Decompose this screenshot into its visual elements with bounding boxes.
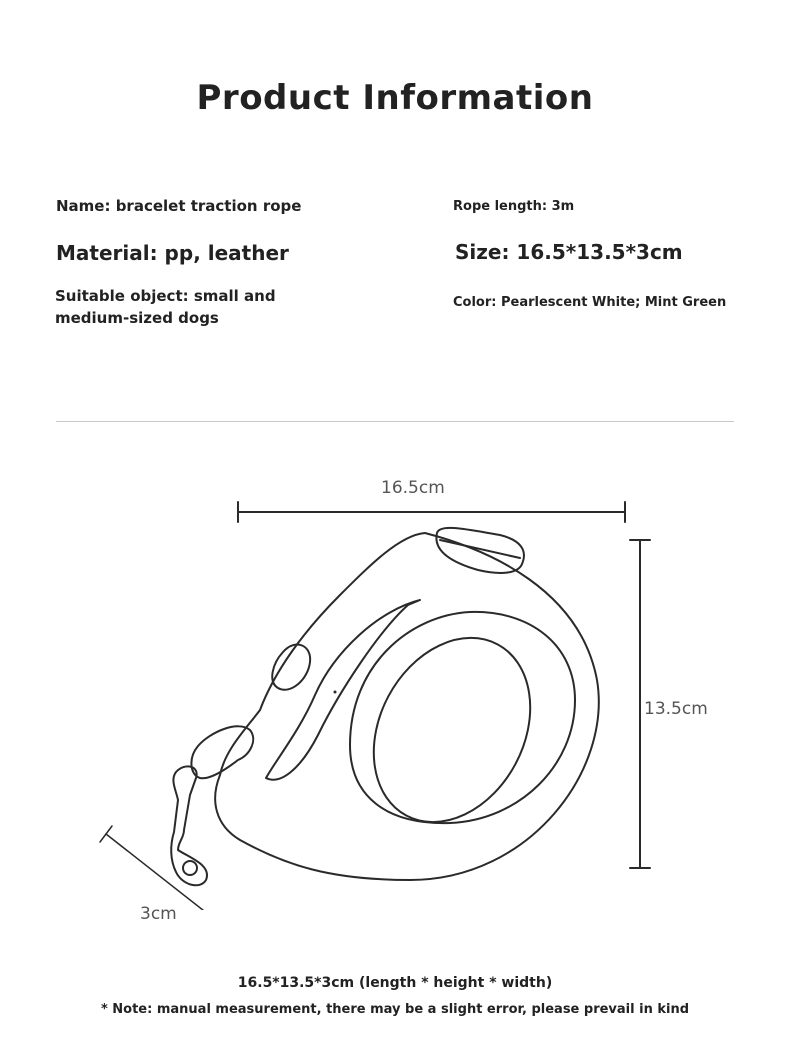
spec-material: Material: pp, leather <box>56 241 289 265</box>
size-caption: 16.5*13.5*3cm (length * height * width) <box>237 975 553 991</box>
depth-dimension-label: 3cm <box>140 904 177 924</box>
spec-suitable-object-line1: Suitable object: small and <box>55 287 276 305</box>
height-dimension-label: 13.5cm <box>644 699 708 719</box>
spec-size: Size: 16.5*13.5*3cm <box>455 240 683 264</box>
spec-rope-length: Rope length: 3m <box>453 199 575 214</box>
section-divider <box>56 421 734 422</box>
spec-name: Name: bracelet traction rope <box>56 197 302 215</box>
measurement-note: * Note: manual measurement, there may be a slight error, please prevail in kind <box>100 1002 690 1017</box>
leash-body-outline <box>215 533 599 880</box>
spec-color: Color: Pearlescent White; Mint Green <box>453 295 727 310</box>
rope-exit-housing <box>191 726 253 778</box>
width-dimension-label: 16.5cm <box>381 478 445 498</box>
product-dimension-drawing <box>0 440 790 910</box>
page-title: Product Information <box>196 78 594 118</box>
spec-suitable-object-line2: medium-sized dogs <box>55 309 219 327</box>
grip-opening <box>343 611 561 850</box>
lock-button <box>436 528 524 573</box>
leash-clip <box>171 766 207 885</box>
